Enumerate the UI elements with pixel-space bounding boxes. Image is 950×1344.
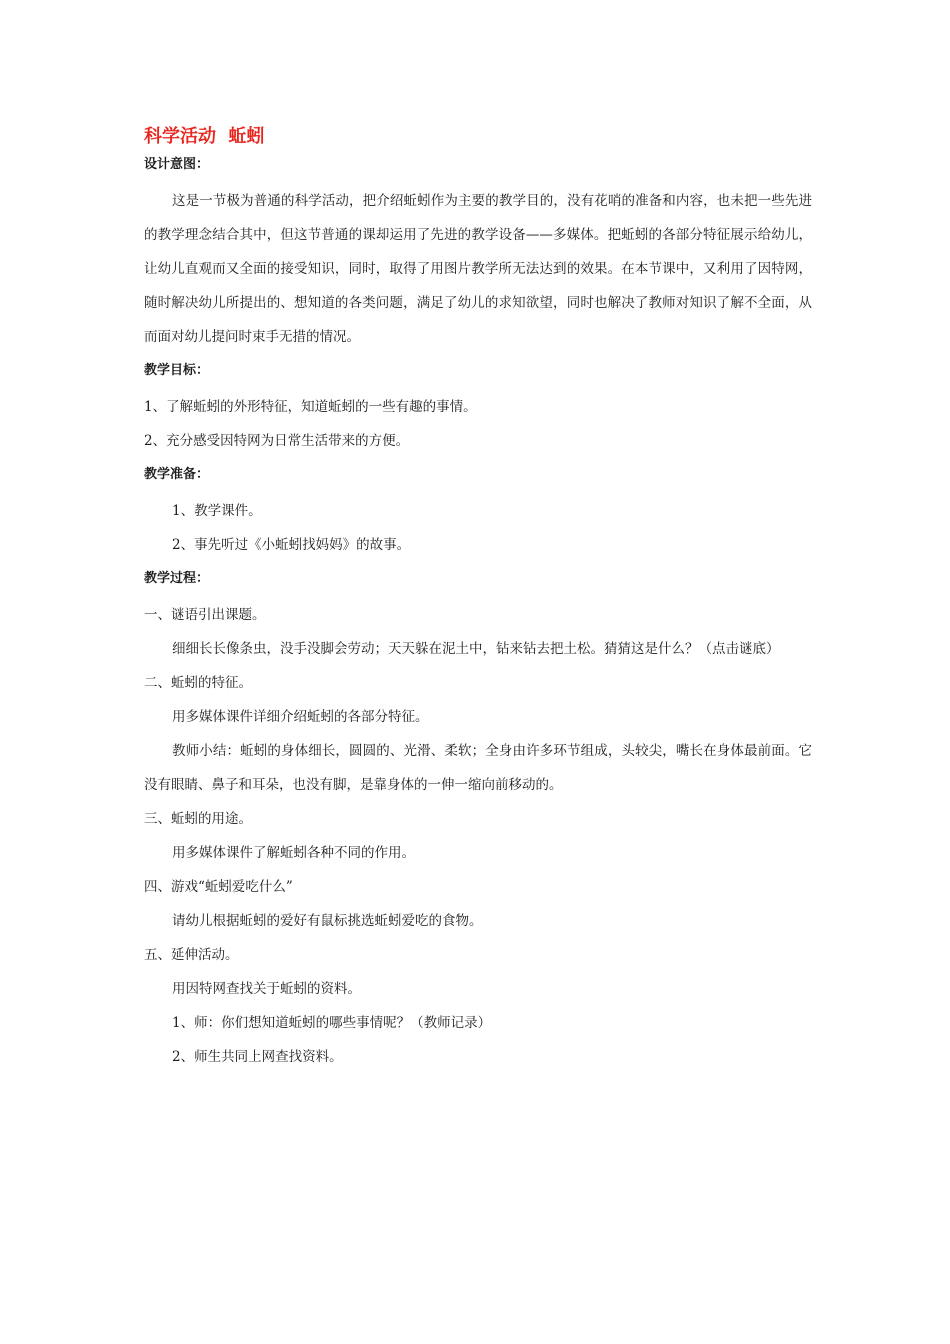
process-step-title: 二、蚯蚓的特征。 bbox=[144, 675, 252, 691]
process-step-text: 用因特网查找关于蚯蚓的资料。 bbox=[172, 981, 361, 997]
process-step-title: 一、谜语引出课题。 bbox=[144, 607, 266, 623]
prep-heading: 教学准备： bbox=[144, 467, 210, 482]
goals-heading: 教学目标： bbox=[144, 363, 210, 378]
process-step-title: 五、延伸活动。 bbox=[144, 947, 239, 963]
process-step-text: 请幼儿根据蚯蚓的爱好有鼠标挑选蚯蚓爱吃的食物。 bbox=[172, 913, 483, 929]
process-step-text: 用多媒体课件详细介绍蚯蚓的各部分特征。 bbox=[172, 709, 429, 725]
process-step-text: 用多媒体课件了解蚯蚓各种不同的作用。 bbox=[172, 845, 415, 861]
process-sub-item: 1、师：你们想知道蚯蚓的哪些事情呢？（教师记录） bbox=[172, 1015, 492, 1031]
process-step-text: 细细长长像条虫，没手没脚会劳动；天天躲在泥土中，钻来钻去把土松。猜猜这是什么？（点击谜底） bbox=[172, 641, 780, 657]
process-step-text: 教师小结：蚯蚓的身体细长，圆圆的、光滑、柔软；全身由许多环节组成，头较尖，嘴长在身体最前面。它没有眼睛、鼻子和耳朵，也没有脚，是靠身体的一伸一缩向前移动的。 bbox=[144, 743, 812, 793]
document-body bbox=[144, 124, 812, 1074]
document-title: 科学活动 蚯蚓 bbox=[144, 126, 265, 147]
design-heading: 设计意图： bbox=[144, 157, 210, 172]
prep-item: 2、事先听过《小蚯蚓找妈妈》的故事。 bbox=[172, 537, 411, 553]
design-paragraph: 这是一节极为普通的科学活动，把介绍蚯蚓作为主要的教学目的，没有花哨的准备和内容，也未把一些先进的教学理念结合其中，但这节普通的课却运用了先进的教学设备——多媒体。把蚯蚓的各部分特征展示给幼儿，让幼儿直观而又全面的接受知识，同时，取得了用图片教学所无法达到的效果。在本节课中，又利用了因特网，随时解决幼儿所提出的、想知道的各类问题，满足了幼儿的求知欲望，同时也解决了教师对知识了解不全面，从而面对幼儿提问时束手无措的情况。 bbox=[144, 193, 812, 345]
process-heading: 教学过程： bbox=[144, 571, 210, 586]
prep-item: 1、教学课件。 bbox=[172, 503, 262, 519]
process-step-title: 三、蚯蚓的用途。 bbox=[144, 811, 252, 827]
process-sub-item: 2、师生共同上网查找资料。 bbox=[172, 1049, 343, 1065]
goal-item: 2、充分感受因特网为日常生活带来的方便。 bbox=[144, 433, 410, 449]
goal-item: 1、了解蚯蚓的外形特征，知道蚯蚓的一些有趣的事情。 bbox=[144, 399, 477, 415]
process-step-title: 四、游戏“蚯蚓爱吃什么” bbox=[144, 879, 293, 895]
